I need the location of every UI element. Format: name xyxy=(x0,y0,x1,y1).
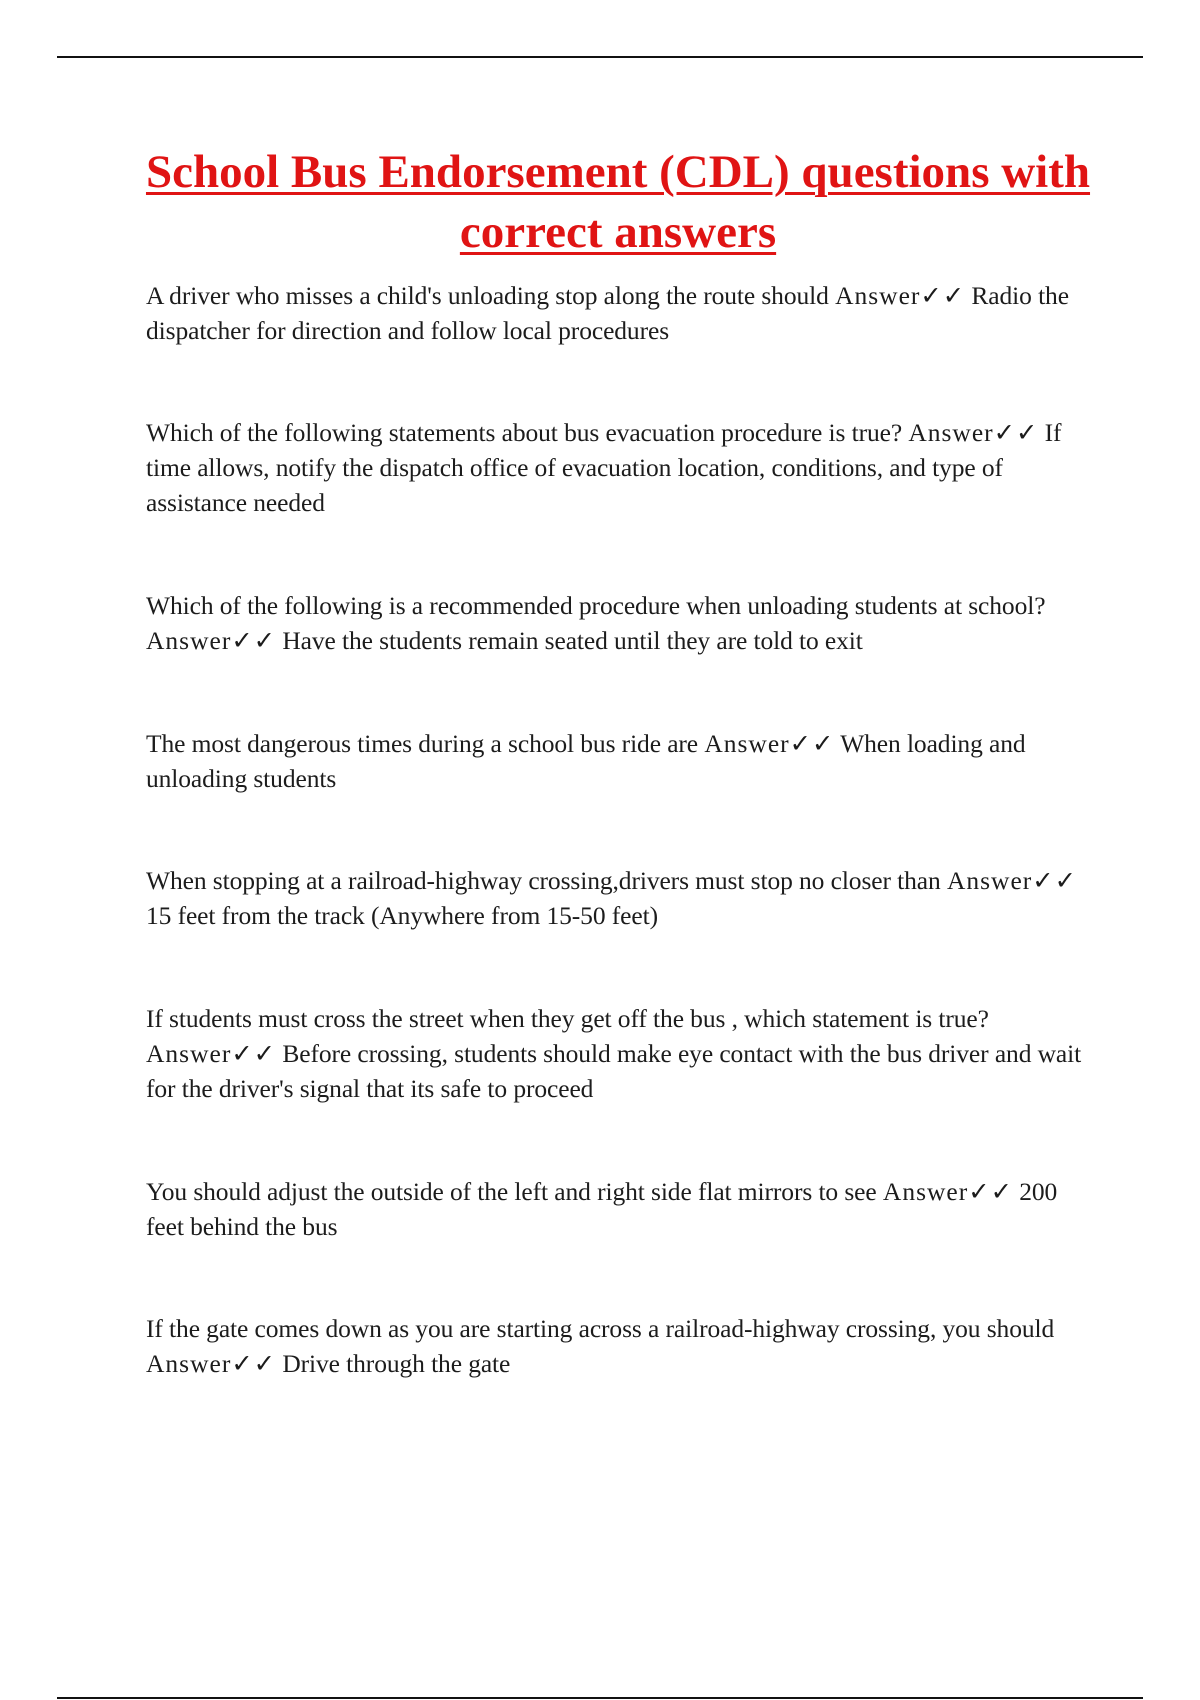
answer-marker: Answer✓✓ xyxy=(946,866,1077,895)
question-text: Which of the following is a recommended procedure when unloading students at school? xyxy=(146,591,1046,620)
document-title: School Bus Endorsement (CDL) questions with correct answers xyxy=(145,146,1091,258)
qa-item xyxy=(146,1311,1096,1381)
answer-marker: Answer✓✓ xyxy=(146,1349,277,1378)
answer-marker: Answer✓✓ xyxy=(835,281,966,310)
answer-text: Before crossing, students should make eye contact with the bus driver and wait for the driver's signal that its safe to proceed xyxy=(146,1039,1082,1103)
question-text: Which of the following statements about bus evacuation procedure is true? xyxy=(146,418,903,447)
qa-list xyxy=(146,278,1096,1381)
answer-marker: Answer✓✓ xyxy=(882,1177,1013,1206)
question-text: You should adjust the outside of the left and right side flat mirrors to see xyxy=(146,1177,877,1206)
answer-text: Have the students remain seated until they are told to exit xyxy=(282,626,863,655)
question-text: The most dangerous times during a school bus ride are xyxy=(146,729,699,758)
question-text: If the gate comes down as you are starting across a railroad-highway crossing, you should xyxy=(146,1314,1055,1343)
question-text: When stopping at a railroad-highway crossing,drivers must stop no closer than xyxy=(146,866,941,895)
question-text: A driver who misses a child's unloading stop along the route should xyxy=(146,281,829,310)
top-rule xyxy=(57,56,1143,58)
bottom-rule xyxy=(57,1697,1143,1699)
qa-item xyxy=(146,863,1096,933)
answer-marker: Answer✓✓ xyxy=(146,626,277,655)
qa-item xyxy=(146,1001,1096,1106)
qa-item xyxy=(146,1174,1096,1244)
qa-item xyxy=(146,588,1096,658)
answer-marker: Answer✓✓ xyxy=(704,729,835,758)
answer-text: Drive through the gate xyxy=(282,1349,511,1378)
answer-text: Radio the dispatcher for direction and follow local procedures xyxy=(146,281,1069,345)
answer-text: If time allows, notify the dispatch office of evacuation location, conditions, and type of assistance needed xyxy=(146,418,1062,517)
answer-text: 200 feet behind the bus xyxy=(146,1177,1058,1241)
answer-text: 15 feet from the track (Anywhere from 15-50 feet) xyxy=(146,901,658,930)
question-text: If students must cross the street when they get off the bus , which statement is true? xyxy=(146,1004,989,1033)
answer-text: When loading and unloading students xyxy=(146,729,1026,793)
qa-item xyxy=(146,278,1096,348)
answer-marker: Answer✓✓ xyxy=(146,1039,277,1068)
answer-marker: Answer✓✓ xyxy=(908,418,1039,447)
qa-item xyxy=(146,415,1096,520)
qa-item xyxy=(146,726,1096,796)
